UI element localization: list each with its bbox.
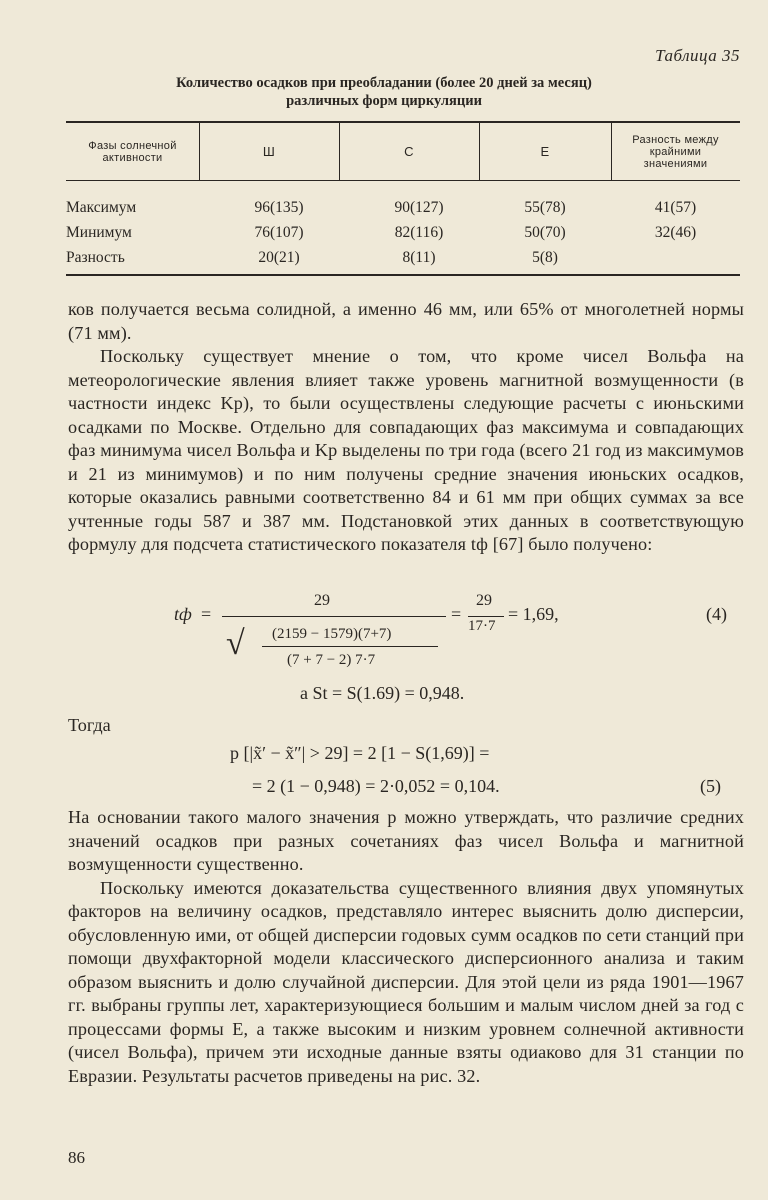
row-label: Разность <box>66 249 125 266</box>
paragraph: Поскольку имеются доказательства существенного влияния двух упомянутых факторов на величину осадков, представляло интерес выяснить долю дисперсии, обусловленную ими, от общей дисперсии годовых сумм осадков по сети станций при помощи двухфакторной модели классического дисперсионного анализа и таким образом выяснить и долю случайной дисперсии. Для этой цели из ряда 1901—1967 гг. выбраны группы лет, характеризующиеся большим и малым числом дней за год с процессами формы Е, а также высоким и низким уровнем солнечной активности (чисел Вольфа), причем эти исходные данные взяты одиаково для 31 станции по Евразии. Результаты расчетов приведены на рис. 32. <box>68 877 744 1086</box>
table-row <box>66 249 740 271</box>
text-block-1 <box>68 298 744 557</box>
cell-e: 55(78) <box>524 199 566 216</box>
eq4-inner-numerator: (2159 − 1579)(7+7) <box>272 626 392 642</box>
text-block-2 <box>68 806 744 1088</box>
eq4-mid-numerator: 29 <box>476 592 492 609</box>
cell-c: 82(116) <box>394 224 444 241</box>
cell-w: 76(107) <box>254 224 304 241</box>
paragraph: Поскольку существует мнение о том, что кроме чисел Вольфа на метеорологические явления влияет также уровень магнитной возмущенности (в частности индекс Kp), то были осуществлены следующие расчеты с июньскими осадками по Москве. Отдельно для совпадающих фаз максимума и совпадающих фаз минимума чисел Вольфа и Kp выделены по три года (всего 21 год из максимумов и 21 из минимумов) и по ним получены средние значения июньских осадков, которые оказались равными соответственно 84 и 61 мм при общих суммах за все учтенные годы 587 и 387 мм. Подстановкой этих данных в соответствующую формулу для подсчета статистического показателя tф [67] было получено: <box>68 346 744 554</box>
header-w: Ш <box>262 143 276 159</box>
cell-e: 50(70) <box>524 224 566 241</box>
header-c: С <box>404 143 414 159</box>
header-e: Е <box>540 143 550 159</box>
eq5-line1: p [|x̃′ − x̃″| > 29] = 2 [1 − S(1,69)] = <box>230 743 490 763</box>
eq4-result: = 1,69, <box>508 604 559 624</box>
cell-e: 5(8) <box>532 249 558 266</box>
cell-w: 20(21) <box>258 249 300 266</box>
paragraph: ков получается весьма солидной, а именно 46 мм, или 65% от многолетней нормы (71 мм). <box>68 299 744 343</box>
cell-w: 96(135) <box>254 199 304 216</box>
equation-number-4: (4) <box>706 604 727 624</box>
eq4-numerator: 29 <box>314 592 330 609</box>
table-header-rule <box>66 180 740 181</box>
page-number: 86 <box>68 1148 85 1167</box>
table-number: Таблица 35 <box>655 46 740 65</box>
table-caption <box>0 74 768 110</box>
eq4-lhs: tф <box>174 604 192 624</box>
equation-number-5: (5) <box>700 776 721 796</box>
eq4-line2: а St = S(1.69) = 0,948. <box>300 683 465 703</box>
header-diff: Разность между крайними значениями <box>632 133 719 170</box>
table-row <box>66 224 740 246</box>
cell-diff: 41(57) <box>654 199 697 216</box>
sqrt-icon: √ <box>226 625 245 662</box>
row-label: Максимум <box>66 199 137 216</box>
eq4-equals: = <box>201 604 212 624</box>
eq4-inner-denominator: (7 + 7 − 2) 7·7 <box>287 652 376 668</box>
cell-c: 8(11) <box>402 249 436 266</box>
eq4-fraction-bar <box>222 616 446 617</box>
cell-diff: 32(46) <box>654 224 697 241</box>
caption-line-2: различных форм циркуляции <box>286 93 482 109</box>
cell-c: 90(127) <box>394 199 444 216</box>
table-row <box>66 199 740 221</box>
eq4-equals-2: = <box>451 604 462 624</box>
paragraph: На основании такого малого значения p можно утверждать, что различие средних значений осадков при разных сочетаниях фаз чисел Вольфа и магнитной возмущенности существенно. <box>68 807 744 874</box>
eq4-mid-bar <box>468 616 504 617</box>
togda-word: Тогда <box>68 715 111 735</box>
eq4-mid-denominator: 17·7 <box>468 618 496 634</box>
header-phase: Фазы солнечной активности <box>88 139 177 164</box>
caption-line-1: Количество осадков при преобладании (более 20 дней за месяц) <box>176 75 592 91</box>
eq4-inner-bar <box>262 646 438 647</box>
table-bottom-rule <box>66 274 740 276</box>
eq5-line2: = 2 (1 − 0,948) = 2·0,052 = 0,104. <box>252 776 500 796</box>
row-label: Минимум <box>66 224 132 241</box>
